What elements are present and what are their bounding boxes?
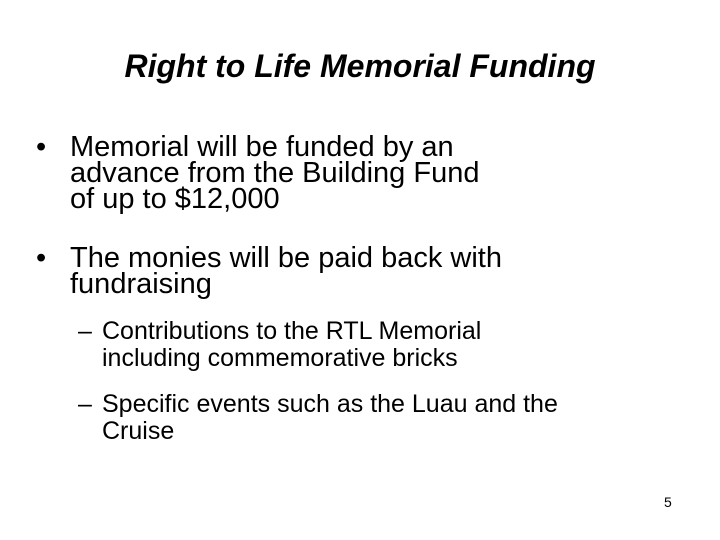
subbullet-line: Specific events such as the Luau and the bbox=[102, 390, 558, 418]
subbullet-line: including commemorative bricks bbox=[102, 344, 458, 372]
subbullet-line: Contributions to the RTL Memorial bbox=[102, 317, 482, 345]
bullet-item bbox=[36, 131, 676, 215]
bullet-item bbox=[36, 242, 676, 300]
subbullet-text bbox=[102, 318, 703, 372]
dash-marker: – bbox=[78, 390, 92, 418]
subbullet-item bbox=[78, 391, 703, 445]
slide-title: Right to Life Memorial Funding bbox=[124, 48, 596, 84]
bullet-line: of up to $12,000 bbox=[70, 183, 280, 215]
subbullet-text bbox=[102, 391, 703, 445]
bullet-text bbox=[70, 131, 676, 215]
subbullet-line: Cruise bbox=[102, 417, 175, 445]
bullet-line: The monies will be paid back with bbox=[70, 242, 502, 274]
bullet-line: advance from the Building Fund bbox=[70, 157, 480, 189]
dash-marker: – bbox=[78, 317, 92, 345]
bullet-line: Memorial will be funded by an bbox=[70, 131, 454, 163]
bullet-marker: • bbox=[36, 242, 47, 274]
page-number: 5 bbox=[664, 494, 672, 510]
subbullet-item bbox=[78, 318, 703, 372]
bullet-line: fundraising bbox=[70, 268, 212, 300]
bullet-marker: • bbox=[36, 131, 47, 163]
bullet-text bbox=[70, 242, 676, 300]
